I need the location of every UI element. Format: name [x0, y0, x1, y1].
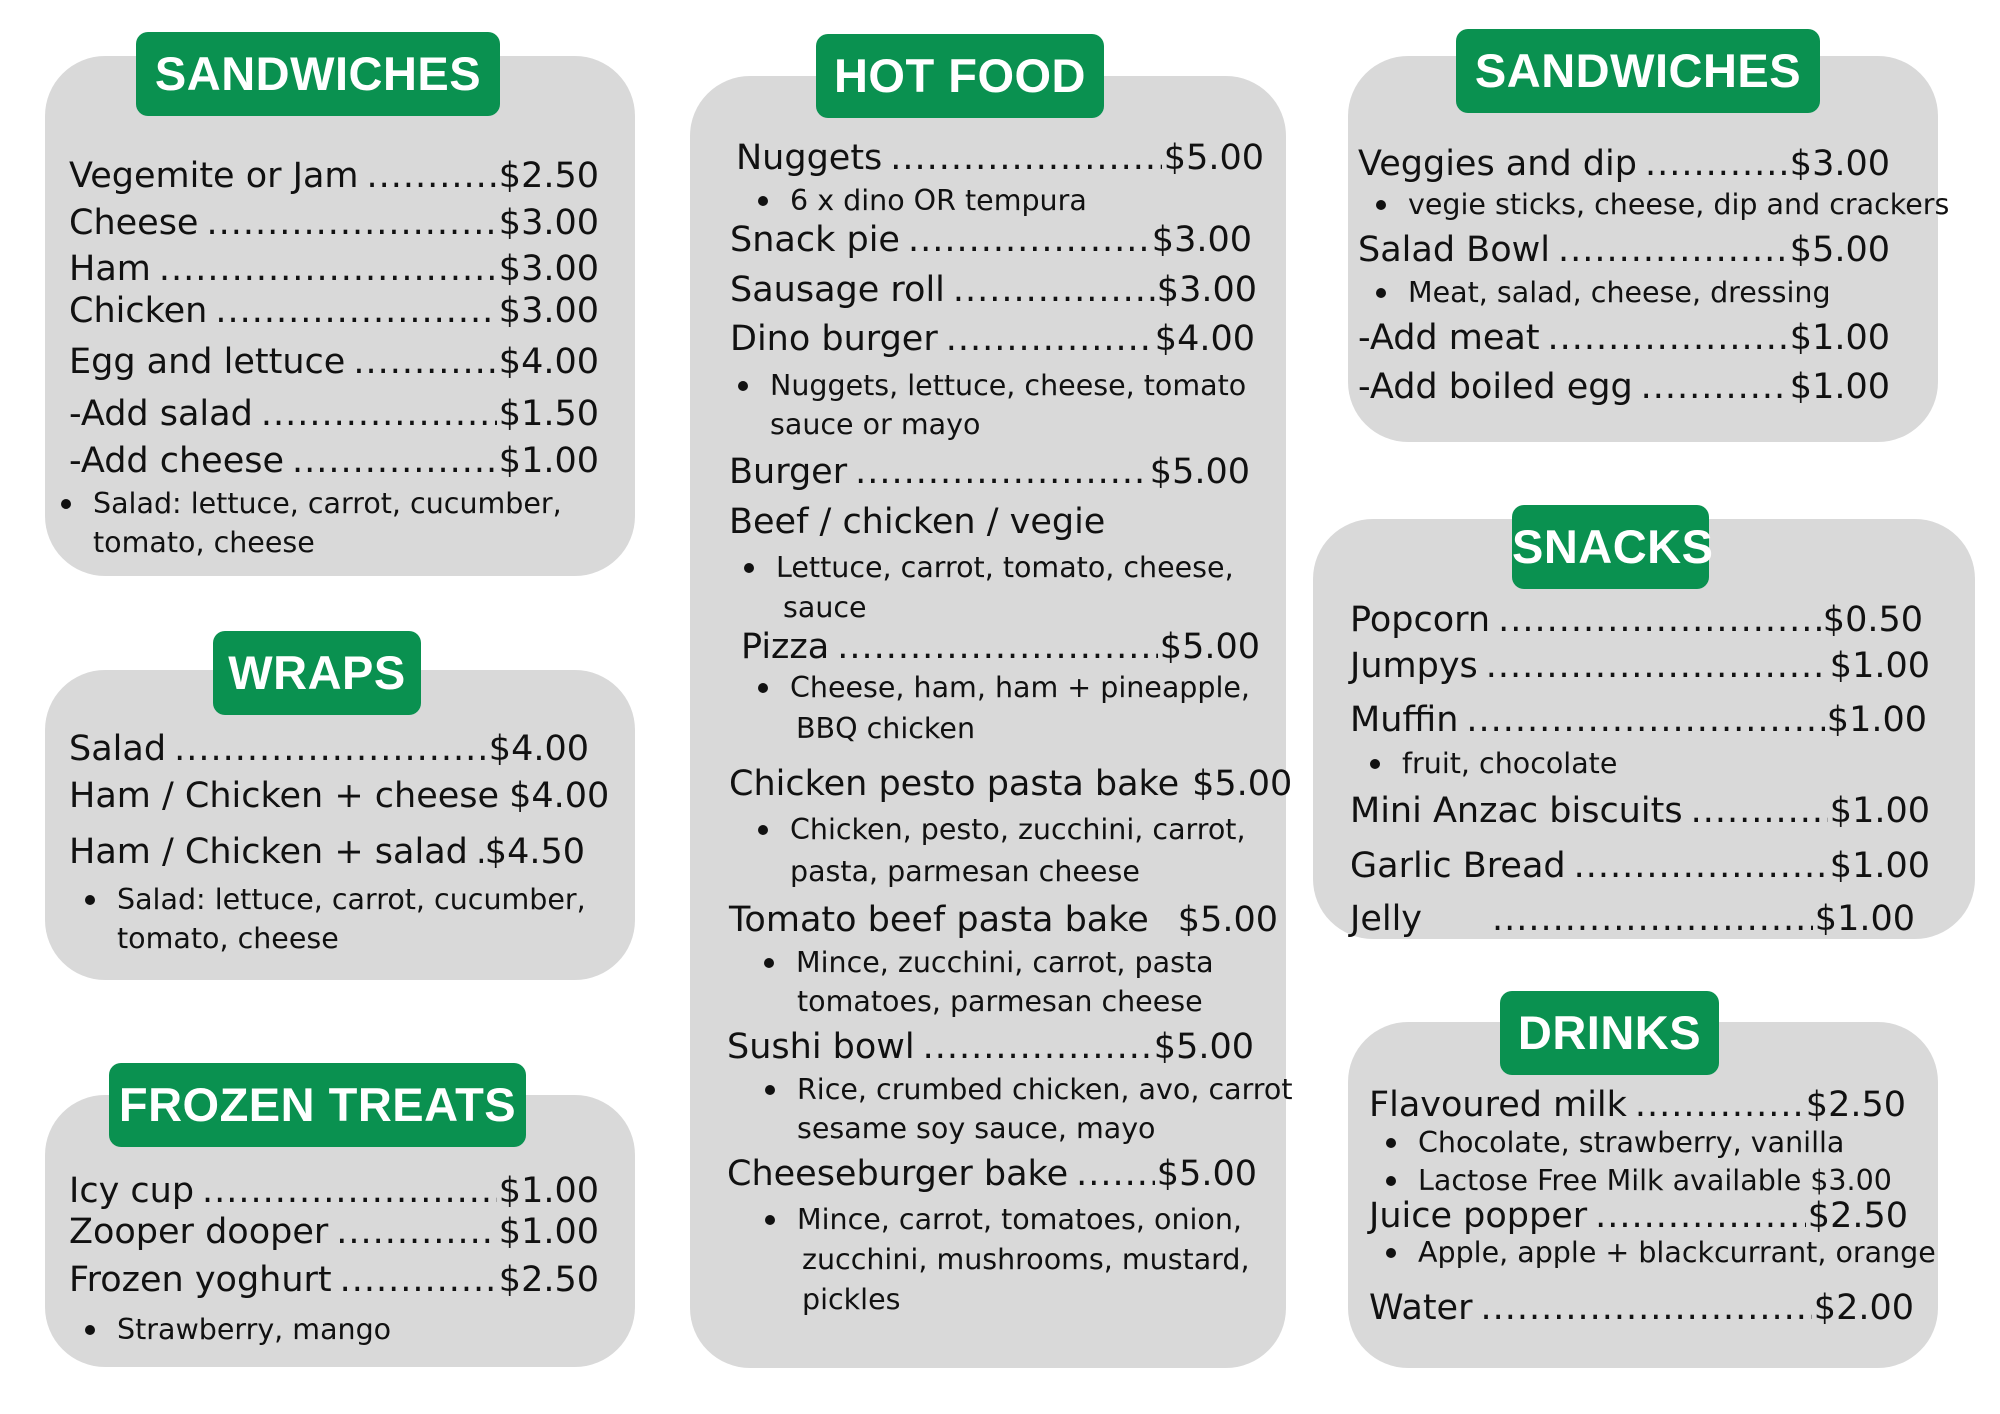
menu-item-flavoured-milk — [1369, 1082, 1906, 1128]
bullet-icon — [764, 958, 774, 968]
item-note-continuation: pasta, parmesan cheese — [790, 855, 1140, 888]
drinks-header: DRINKS — [1500, 991, 1719, 1075]
item-price: $5.00 — [1163, 138, 1264, 178]
item-price: $1.00 — [1789, 318, 1890, 358]
menu-item-veggies-and-dip — [1358, 141, 1890, 187]
item-price: $4.00 — [498, 342, 599, 382]
item-price: $4.00 — [1154, 319, 1255, 359]
menu-item-vegemite-or-jam — [69, 153, 599, 199]
bullet-icon — [1376, 288, 1386, 298]
item-note-continuation: tomato, cheese — [93, 526, 315, 559]
menu-item-chicken — [69, 288, 599, 334]
bullet-icon — [738, 381, 748, 391]
bullet-icon — [1386, 1176, 1396, 1186]
item-note: Mince, carrot, tomatoes, onion, — [797, 1200, 1242, 1240]
item-name: Egg and lettuce — [69, 342, 346, 382]
menu-item-ham-chicken-cheese — [69, 773, 610, 819]
item-note: Strawberry, mango — [117, 1310, 391, 1350]
item-name: Water — [1369, 1288, 1473, 1328]
item-name: Nuggets — [736, 138, 883, 178]
bullet-icon — [765, 1085, 775, 1095]
item-price: $5.00 — [1153, 1027, 1254, 1067]
menu-item-add-boiled-egg — [1358, 364, 1890, 410]
item-name: Garlic Bread — [1350, 846, 1566, 886]
item-price: $1.00 — [1814, 899, 1915, 939]
item-name: Mini Anzac biscuits — [1350, 791, 1683, 831]
item-price: $3.00 — [1151, 220, 1252, 260]
item-name: Burger — [729, 452, 848, 492]
item-note: Salad: lettuce, carrot, cucumber, — [93, 484, 562, 524]
bullet-icon — [1386, 1248, 1396, 1258]
item-price: $3.00 — [1156, 270, 1257, 310]
menu-item-sushi-bowl — [727, 1024, 1254, 1070]
item-price: $2.50 — [498, 156, 599, 196]
bullet-icon — [1386, 1138, 1396, 1148]
item-note-continuation: tomatoes, parmesan cheese — [797, 985, 1203, 1018]
item-note-continuation: tomato, cheese — [117, 922, 339, 955]
item-note: Nuggets, lettuce, cheese, tomato — [770, 366, 1246, 406]
wraps-header: WRAPS — [213, 631, 421, 715]
item-note: fruit, chocolate — [1402, 744, 1617, 784]
item-note: vegie sticks, cheese, dip and crackers — [1408, 185, 1949, 225]
bullet-icon — [744, 563, 754, 573]
item-name: Tomato beef pasta bake — [729, 900, 1149, 940]
item-name: Chicken — [69, 291, 208, 331]
item-name: Sushi bowl — [727, 1027, 915, 1067]
item-price: $5.00 — [1789, 230, 1890, 270]
item-price: $4.50 — [484, 832, 585, 872]
menu-item-popcorn — [1350, 597, 1923, 643]
item-note-continuation: BBQ chicken — [796, 712, 976, 745]
item-name: Cheeseburger bake — [727, 1154, 1069, 1194]
item-price: $3.00 — [498, 291, 599, 331]
item-price: $1.00 — [1829, 646, 1930, 686]
item-price: $1.50 — [498, 394, 599, 434]
item-price: $3.00 — [498, 203, 599, 243]
item-name: Veggies and dip — [1358, 144, 1637, 184]
bullet-icon — [85, 895, 95, 905]
menu-item-nuggets — [736, 135, 1264, 181]
item-name: Snack pie — [730, 220, 900, 260]
item-price: $1.00 — [498, 441, 599, 481]
item-name: Zooper dooper — [69, 1212, 329, 1252]
item-name: Popcorn — [1350, 600, 1491, 640]
item-note-continuation: sesame soy sauce, mayo — [797, 1112, 1156, 1145]
menu-item-pizza — [741, 624, 1260, 670]
item-price: $1.00 — [498, 1171, 599, 1211]
menu-item-add-cheese — [69, 438, 599, 484]
item-name: Icy cup — [69, 1171, 195, 1211]
item-name: -Add meat — [1358, 318, 1540, 358]
menu-item-zooper-dooper — [69, 1209, 599, 1255]
menu-item-add-meat — [1358, 315, 1890, 361]
item-price: $5.00 — [1149, 452, 1250, 492]
menu-item-ham-chicken-salad — [69, 829, 585, 875]
item-name: Ham — [69, 249, 151, 289]
menu-item-beef-chicken-vegie — [729, 499, 1105, 545]
item-price: $2.50 — [1805, 1085, 1906, 1125]
item-price: $1.00 — [1829, 846, 1930, 886]
item-name: Cheese — [69, 203, 199, 243]
item-name: Sausage roll — [730, 270, 945, 310]
item-price: $5.00 — [1192, 764, 1293, 804]
bullet-icon — [758, 196, 768, 206]
item-note: Lettuce, carrot, tomato, cheese, — [776, 548, 1234, 588]
item-name: Flavoured milk — [1369, 1085, 1627, 1125]
menu-item-ham — [69, 246, 599, 292]
item-name: -Add boiled egg — [1358, 367, 1633, 407]
menu-item-snack-pie — [730, 217, 1252, 263]
item-price: $2.00 — [1813, 1288, 1914, 1328]
item-name: Pizza — [741, 627, 830, 667]
menu-item-burger — [729, 449, 1250, 495]
item-price: $4.00 — [509, 776, 610, 816]
item-note-continuation: sauce or mayo — [770, 408, 981, 441]
item-name: Juice popper — [1369, 1196, 1588, 1236]
frozen-treats-header: FROZEN TREATS — [109, 1063, 526, 1147]
bullet-icon — [1370, 759, 1380, 769]
item-price: $5.00 — [1156, 1154, 1257, 1194]
sandwiches-header: SANDWICHES — [136, 32, 500, 116]
item-note: Mince, zucchini, carrot, pasta — [796, 943, 1214, 983]
bullet-icon — [1376, 200, 1386, 210]
item-note: Cheese, ham, ham + pineapple, — [790, 668, 1250, 708]
item-name: Chicken pesto pasta bake — [729, 764, 1180, 804]
menu-item-mini-anzac-biscuits — [1350, 788, 1930, 834]
menu-item-muffin — [1350, 697, 1927, 743]
item-name: Beef / chicken / vegie — [729, 502, 1106, 542]
item-price: $1.00 — [1829, 791, 1930, 831]
item-price: $5.00 — [1159, 627, 1260, 667]
menu-item-salad-bowl — [1358, 227, 1890, 273]
item-note: Chocolate, strawberry, vanilla — [1418, 1123, 1844, 1163]
bullet-icon — [61, 499, 71, 509]
item-name: Ham / Chicken + cheese — [69, 776, 500, 816]
menu-item-sausage-roll — [730, 267, 1257, 313]
item-note: Salad: lettuce, carrot, cucumber, — [117, 880, 586, 920]
item-note: Apple, apple + blackcurrant, orange — [1418, 1233, 1936, 1273]
bullet-icon — [758, 683, 768, 693]
item-note: Lactose Free Milk available $3.00 — [1418, 1161, 1892, 1201]
menu-item-jelly — [1350, 896, 1915, 942]
menu-item-dino-burger — [730, 316, 1255, 362]
item-note: Meat, salad, cheese, dressing — [1408, 273, 1831, 313]
item-name: Salad — [69, 729, 167, 769]
item-name: Salad Bowl — [1358, 230, 1550, 270]
item-price: $2.50 — [498, 1260, 599, 1300]
item-price: $5.00 — [1177, 900, 1278, 940]
item-name: Jelly — [1350, 899, 1423, 939]
bullet-icon — [765, 1215, 775, 1225]
menu-item-chicken-pesto-pasta-bake — [729, 761, 1292, 807]
menu-item-tomato-beef-pasta-bake — [729, 897, 1278, 943]
item-price: $0.50 — [1822, 600, 1923, 640]
item-name: Dino burger — [730, 319, 938, 359]
item-note-continuation: pickles — [802, 1283, 901, 1316]
item-note: 6 x dino OR tempura — [790, 181, 1087, 221]
sandwiches-2-header: SANDWICHES — [1456, 29, 1820, 113]
menu-item-icy-cup — [69, 1168, 599, 1214]
menu-item-cheese — [69, 200, 599, 246]
menu-item-add-salad — [69, 391, 599, 437]
item-price: $2.50 — [1807, 1196, 1908, 1236]
item-note-continuation: zucchini, mushrooms, mustard, — [802, 1243, 1250, 1276]
item-note-continuation: sauce — [783, 591, 867, 624]
menu-item-cheeseburger-bake — [727, 1151, 1257, 1197]
item-price: $3.00 — [498, 249, 599, 289]
item-price: $1.00 — [1826, 700, 1927, 740]
snacks-header: SNACKS — [1512, 505, 1709, 589]
item-name: Ham / Chicken + salad — [69, 832, 468, 872]
item-name: -Add salad — [69, 394, 253, 434]
item-name: Frozen yoghurt — [69, 1260, 332, 1300]
menu-item-salad-wrap — [69, 726, 589, 772]
item-note: Rice, crumbed chicken, avo, carrot — [797, 1070, 1293, 1110]
menu-item-garlic-bread — [1350, 843, 1930, 889]
bullet-icon — [85, 1325, 95, 1335]
menu-item-jumpys — [1350, 643, 1930, 689]
menu-item-frozen-yoghurt — [69, 1257, 599, 1303]
item-price: $3.00 — [1789, 144, 1890, 184]
item-price: $1.00 — [498, 1212, 599, 1252]
item-name: Vegemite or Jam — [69, 156, 359, 196]
item-price: $1.00 — [1789, 367, 1890, 407]
menu-item-egg-and-lettuce — [69, 339, 599, 385]
item-name: Jumpys — [1350, 646, 1478, 686]
bullet-icon — [758, 825, 768, 835]
item-name: Muffin — [1350, 700, 1459, 740]
item-price: $4.00 — [488, 729, 589, 769]
menu-item-water — [1369, 1285, 1914, 1331]
hot-food-header: HOT FOOD — [816, 34, 1104, 118]
item-name: -Add cheese — [69, 441, 285, 481]
item-note: Chicken, pesto, zucchini, carrot, — [790, 810, 1246, 850]
